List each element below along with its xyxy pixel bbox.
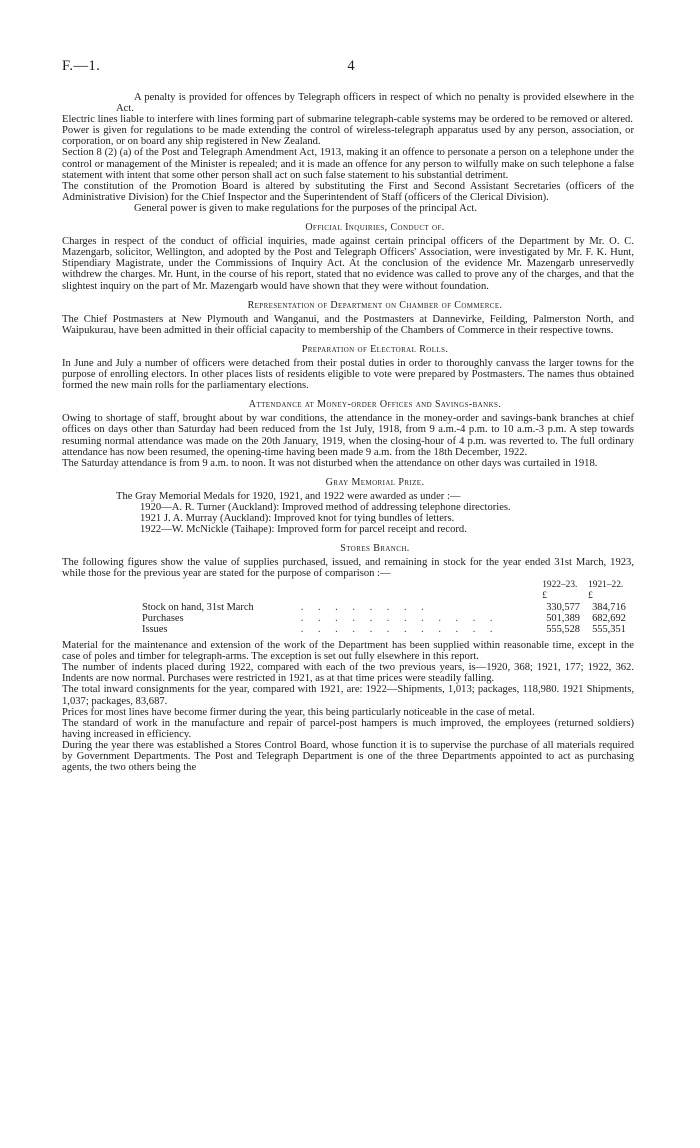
table-row [62,602,634,613]
paragraph: The constitution of the Promotion Board is altered by substituting the First and Second Assistant Secretaries (officers of the Administrative Division) for the Chief Inspector and the Superintendent of Staff (officers of the Clerical Division). [62,180,634,203]
table-row [62,613,634,624]
currency-symbol: £ [542,590,547,601]
page-number: 4 [347,58,355,74]
row-label: Stock on hand, 31st March [142,601,254,613]
paragraph: Owing to shortage of staff, brought about by war conditions, the attendance in the money-order and savings-bank branches at chief offices on days other than Saturday had been reduced from the 1st July, 1918, from 9 a.m.-4 p.m. to 10 a.m.-3 p.m. A step towards resuming normal attendance was made on the 20th January, 1919, when the closing-hour of 4 p.m. was reverted to. The full ordinary attendance has now been resumed, the opening-time having been made 9 a.m. from the 18th December, 1922. [62,413,634,458]
paragraph: Electric lines liable to interfere with lines forming part of submarine telegraph-cable systems may be ordered to be removed or altered. [62,114,633,126]
table-row [62,624,634,635]
leader-dots: . . . . . . . . . . . . [300,623,499,635]
section-heading-attendance: Attendance at Money-order Offices and Savings-banks. [248,399,502,411]
paragraph: Prices for most lines have become firmer during the year, this being particularly noticeable in the case of metal. [62,706,535,718]
paragraph: The Chief Postmasters at New Plymouth and Wanganui, and the Postmasters at Dannevirke, Feilding, Palmerston North, and Waipukurau, have been admitted in their official capacity to membership of the Chambers of Commerce in their respective towns. [62,313,634,336]
leader-dots: . . . . . . . . . . . . [300,612,499,624]
value-1922-23: 555,528 [546,623,580,635]
leader-dots: . . . . . . . . [300,601,430,613]
paragraph: Power is given for regulations to be made extending the control of wireless-telegraph apparatus used by any person, association, or corporation, or on board any ship registered in New Zealand. [62,125,634,148]
section-heading-stores: Stores Branch. [340,543,410,555]
paragraph: During the year there was established a Stores Control Board, whose function it is to supervise the purchase of all materials required by Government Departments. The Post and Telegraph Department is one of the three Departments appointed to act as purchasing agents, the two others being the [62,739,634,774]
award-item: 1921 J. A. Murray (Auckland): Improved knot for tying bundles of letters. [140,513,455,525]
paragraph: The following figures show the value of supplies purchased, issued, and remaining in stock for the year ended 31st March, 1923, while those for the previous year are stated for the purpose of comparison :— [62,557,634,580]
stores-table [62,580,634,635]
section-heading-electoral: Preparation of Electoral Rolls. [301,343,449,355]
paragraph: Charges in respect of the conduct of official inquiries, made against certain principal officers of the Department by Mr. O. C. Mazengarb, solicitor, Wellington, and adopted by the Post and Telegraph Officers' Association, were investigated by Mr. F. K. Hunt, Stipendiary Magistrate, under the Commissions of Inquiry Act. At the conclusion of the evidence Mr. Mazengarb unreservedly withdrew the charges. Mr. Hunt, in the course of his report, stated that no evidence was called to prove any of the charges, and that the slightest inquiry on the part of Mr. Mazengarb would have shown that they were without foundation. [62,236,634,292]
value-1922-23: 501,389 [546,612,580,624]
column-header: 1922–23. [542,579,578,590]
value-1921-22: 682,692 [592,612,626,624]
paragraph: The total inward consignments for the year, compared with 1921, are: 1922—Shipments, 1,013; packages, 118,980. 1921 Shipments, 1,037; packages, 83,687. [62,684,634,707]
value-1922-23: 330,577 [546,601,580,613]
page-header [62,58,640,78]
document-reference: F.—1. [62,58,101,74]
paragraph: The Gray Memorial Medals for 1920, 1921, and 1922 were awarded as under :— [116,490,461,502]
section-heading-inquiries: Official Inquiries, Conduct of. [305,222,445,234]
paragraph: The Saturday attendance is from 9 a.m. to noon. It was not disturbed when the attendance on other days was curtailed in 1918. [62,457,598,469]
paragraph: Material for the maintenance and extension of the work of the Department has been supplied within reasonable time, except in the case of poles and timber for telegraph-arms. The exception is set out fully elsewhere in this report. [62,640,634,663]
award-item: 1922—W. McNickle (Taihape): Improved form for parcel receipt and record. [140,524,467,536]
table-header-row [62,580,634,591]
column-header: 1921–22. [588,579,624,590]
paragraph: The number of indents placed during 1922, compared with each of the two previous years, is—1920, 368; 1921, 177; 1922, 362. Indents are now normal. Purchases were restricted in 1921, as at that time prices were steadily falling. [62,662,634,685]
row-label: Purchases [142,612,184,624]
row-label: Issues [142,623,168,635]
paragraph: General power is given to make regulations for the purposes of the principal Act. [134,202,478,214]
award-item: 1920—A. R. Turner (Auckland): Improved method of addressing telephone directories. [140,502,511,513]
currency-row [62,591,634,602]
page-body [62,92,634,774]
value-1921-22: 384,716 [592,601,626,613]
paragraph: A penalty is provided for offences by Telegraph officers in respect of which no penalty is provided elsewhere in the Act. [116,92,634,115]
section-heading-chamber: Representation of Department on Chamber of Commerce. [247,299,503,311]
paragraph: The standard of work in the manufacture and repair of parcel-post hampers is much improved, the employees (returned soldiers) having increased in efficiency. [62,717,634,740]
section-heading-gray: Gray Memorial Prize. [325,476,425,488]
value-1921-22: 555,351 [592,623,626,635]
paragraph: Section 8 (2) (a) of the Post and Telegraph Amendment Act, 1913, making it an offence to personate a person on a telephone under the control or management of the Minister is repealed; and it is made an offence for any person to wilfully make on such telephone a false statement with intent that some other person shall act on such false statement to his substantial detriment. [62,147,634,181]
paragraph: In June and July a number of officers were detached from their postal duties in order to thoroughly canvass the larger towns for the purpose of enrolling electors. In other places lists of residents eligible to vote were prepared by Postmasters. The names thus obtained formed the new main rolls for the parliamentary elections. [62,357,634,392]
currency-symbol: £ [588,590,593,601]
